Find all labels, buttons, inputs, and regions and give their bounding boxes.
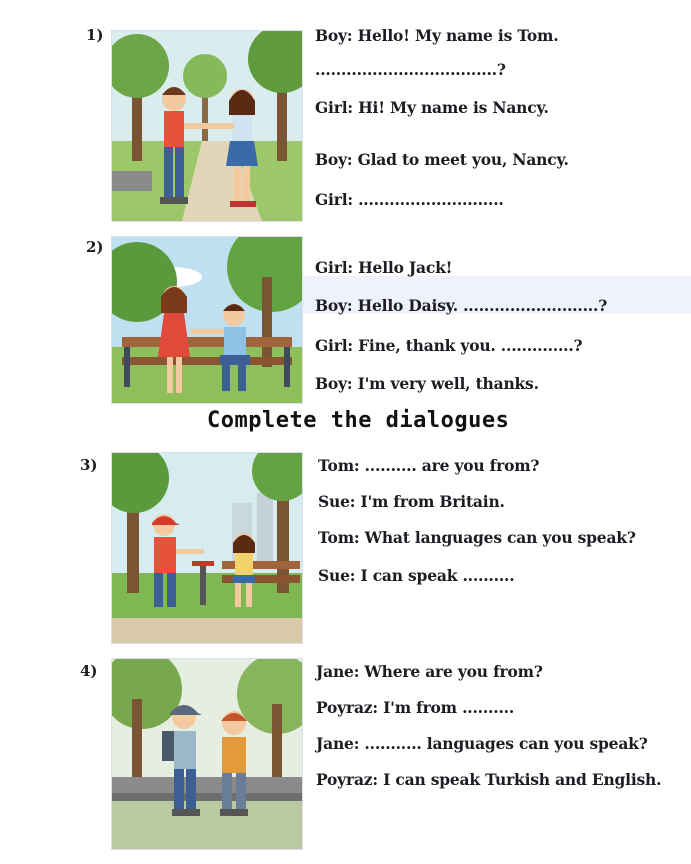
dialogue-4-line-2: Poyraz: I'm from .......... xyxy=(316,698,515,717)
dialogue-1-line-4: Boy: Glad to meet you, Nancy. xyxy=(315,150,569,169)
dialogue-1-line-1: Boy: Hello! My name is Tom. xyxy=(315,26,559,45)
dialogue-3-line-3: Tom: What languages can you speak? xyxy=(318,528,636,547)
dialogue-2-line-1: Girl: Hello Jack! xyxy=(315,258,453,277)
illustration-boys-on-bench xyxy=(111,658,303,850)
illustration-park-meeting xyxy=(111,452,303,644)
dialogue-2-line-4: Boy: I'm very well, thanks. xyxy=(315,374,539,393)
dialogue-2-line-3: Girl: Fine, thank you. ..............? xyxy=(315,336,583,355)
dialogue-4-line-4: Poyraz: I can speak Turkish and English. xyxy=(316,770,662,789)
dialogue-4-line-1: Jane: Where are you from? xyxy=(316,662,543,681)
dialogue-2-line-2: Boy: Hello Daisy. ..........................? xyxy=(315,296,608,315)
dialogue-3-line-1: Tom: .......... are you from? xyxy=(318,456,540,475)
illustration-boy-girl-handshake xyxy=(111,30,303,222)
dialogue-4-line-3: Jane: ........... languages can you speak? xyxy=(316,734,648,753)
dialogue-number-2: 2) xyxy=(86,238,104,256)
dialogue-3-line-2: Sue: I'm from Britain. xyxy=(318,492,505,511)
dialogue-3-line-4: Sue: I can speak .......... xyxy=(318,566,515,585)
dialogue-number-3: 3) xyxy=(80,456,98,474)
worksheet-heading: Complete the dialogues xyxy=(207,408,510,433)
cut-off-title xyxy=(0,0,691,6)
dialogue-number-4: 4) xyxy=(80,662,98,680)
illustration-kids-on-bench xyxy=(111,236,303,404)
dialogue-1-line-5: Girl: ............................ xyxy=(315,190,504,209)
dialogue-number-1: 1) xyxy=(86,26,104,44)
dialogue-1-line-2: ...................................? xyxy=(315,60,506,79)
dialogue-1-line-3: Girl: Hi! My name is Nancy. xyxy=(315,98,549,117)
